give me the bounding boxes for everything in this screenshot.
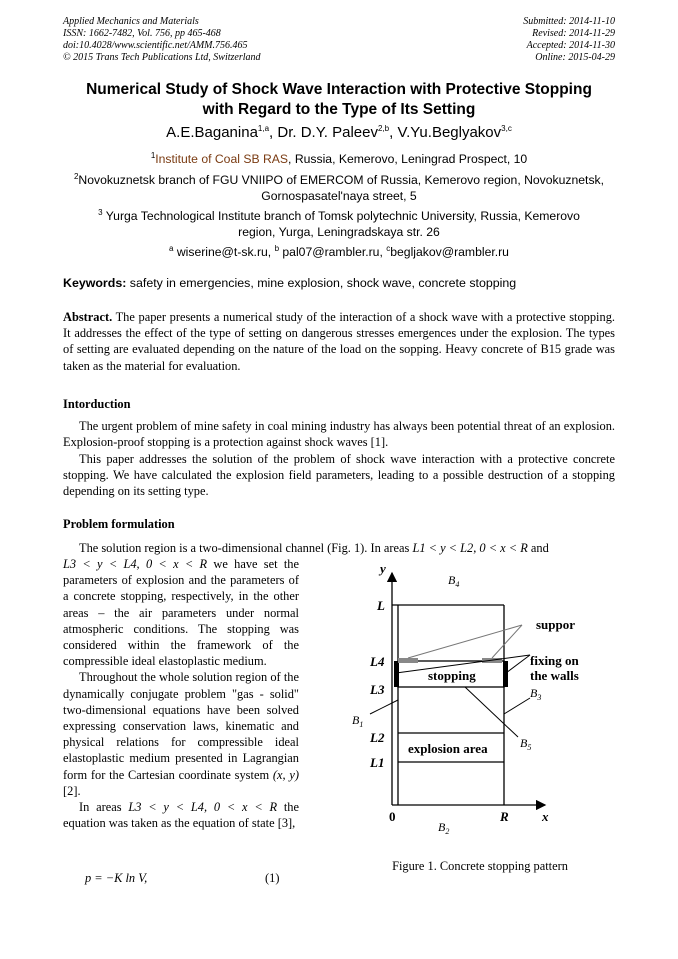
- journal-doi: doi:10.4028/www.scientific.net/AMM.756.465: [63, 40, 248, 51]
- b5-label: $B_5$: [520, 736, 532, 752]
- revised-date: Revised: 2014-11-29: [532, 28, 615, 39]
- r-label: R: [500, 809, 509, 824]
- keywords: [63, 276, 516, 290]
- b1-label: $B_1$: [352, 713, 364, 729]
- l-label: L: [377, 598, 385, 613]
- online-date: Online: 2015-04-29: [535, 52, 615, 63]
- submitted-date: Submitted: 2014-11-10: [523, 16, 615, 27]
- intro-paragraph-2: This paper addresses the solution of the problem of shock wave interaction with a protective concrete stopping. We have calculated the explosion field parameters, leading to a possible destruction of a stopping depending on its setting type.: [63, 452, 615, 499]
- journal-issn: ISSN: 1662-7482, Vol. 756, pp 465-468: [63, 28, 221, 39]
- b5-pointer: [465, 687, 518, 737]
- affiliation-1: $^1$Institute of Coal SB RAS, Russia, Kemerovo, Leningrad Prospect, 10: [150, 151, 528, 167]
- b3-pointer: [504, 698, 530, 714]
- intro-paragraph-1: The urgent problem of mine safety in coal mining industry has always been potential threat of an explosion. Explosion-proof stopping is a protection against shock waves [1].: [63, 419, 615, 450]
- problem-paragraph-1-rest: L3 < y < L4, 0 < x < R we have set the parameters of explosion and the parameters of a concrete stopping, respectively, in the other areas – the air parameters under normal atmospheric conditions. The stopping was considered within the framework of the compressible ideal elastoplastic medium. Throughout the whole solution region of the dynamically conjugate problem "gas - solid" two-dimensional equations have been solved expressing conservation laws, kinematic and physical relations for compressible ideal elastoplastic medium presented in Lagrangian form for the Cartesian coordinate system (x, y) [2]. In areas L3 < y < L4, 0 < x < R the equation was taken as the equation of state [3],: [63, 557, 299, 831]
- keywords-label: Keywords:: [63, 276, 127, 290]
- b4-label: $B_4$: [448, 573, 460, 589]
- keywords-text: safety in emergencies, mine explosion, shock wave, concrete stopping: [126, 276, 517, 290]
- paper-title: [40, 80, 638, 120]
- author-2: , Dr. D.Y. Paleev: [269, 124, 378, 141]
- l2-label: L2: [370, 730, 385, 745]
- email-b[interactable]: pal07@rambler.ru,: [279, 245, 387, 260]
- title-line-2: with Regard to the Type of Its Setting: [202, 101, 476, 118]
- abstract-label: Abstract.: [63, 310, 113, 324]
- l4-label: L4: [370, 654, 385, 669]
- journal-meta: [63, 16, 261, 64]
- email-a[interactable]: wiserine@t-sk.ru,: [173, 245, 275, 260]
- accepted-date: Accepted: 2014-11-30: [526, 40, 615, 51]
- authors: A.E.Baganina$^{1,a}$, Dr. D.Y. Paleev$^{2,b}$, V.Yu.Beglyakov$^{3,c}$: [166, 124, 512, 141]
- author-3: , V.Yu.Beglyakov: [389, 124, 502, 141]
- author-1: A.E.Baganina: [166, 124, 258, 141]
- l3-label: L3: [370, 682, 385, 697]
- equation-1: p = −K ln V,: [85, 871, 148, 885]
- problem-paragraph-2: Throughout the whole solution region of the dynamically conjugate problem "gas - solid" two-dimensional equations have been solved expressing conservation laws, kinematic and physical relations for compressible ideal elastoplastic medium presented in Lagrangian form for the Cartesian coordinate system (x, y) [2].: [63, 670, 299, 798]
- x-axis-label: x: [542, 809, 549, 824]
- affiliation-org-link[interactable]: Institute of Coal SB RAS: [155, 152, 289, 167]
- affiliation-3: $^3$ Yurga Technological Institute branch of Tomsk polytechnic University, Russia, Kemerovo region, Yurga, Leningradskaya str. 26: [98, 208, 580, 240]
- fixing-label-line-2: the walls: [530, 668, 579, 683]
- email-c[interactable]: begljakov@rambler.ru: [390, 245, 509, 260]
- b2-label: $B_2$: [438, 820, 450, 836]
- intro-heading: Intorduction: [63, 397, 131, 411]
- stopping-label: stopping: [428, 668, 476, 683]
- fixing-label-line-1: fixing on: [530, 653, 579, 668]
- b1-pointer: [370, 700, 398, 714]
- y-axis-label: y: [380, 561, 386, 576]
- support-pointer-right: [492, 625, 522, 658]
- explosion-area-label: explosion area: [408, 741, 488, 756]
- journal-name: Applied Mechanics and Materials: [63, 16, 199, 27]
- title-line-1: Numerical Study of Shock Wave Interaction with Protective Stopping: [86, 81, 592, 98]
- abstract-text: The paper presents a numerical study of the interaction of a shock wave with a protective stopping. It addresses the effect of the type of setting on dangerous stresses emergences under the explosion. The types of setting are evaluated depending on the nature of the load on the sopping. Heavy concrete of B15 grade was taken as the material for evaluation.: [63, 310, 615, 373]
- equation-1-number: (1): [265, 871, 280, 885]
- author-emails: $^a$ wiserine@t-sk.ru, $^b$ pal07@rambler.ru, $^c$begljakov@rambler.ru: [169, 244, 509, 260]
- affiliation-2: $^2$Novokuznetsk branch of FGU VNIIPO of EMERCOM of Russia, Kemerovo region, Novokuznetsk, Gornospasatel'naya street, 5: [73, 172, 605, 204]
- problem-paragraph-3: In areas L3 < y < L4, 0 < x < R the equation was taken as the equation of state [3],: [63, 800, 299, 831]
- support-label: suppor: [536, 617, 576, 632]
- problem-heading: Problem formulation: [63, 517, 175, 531]
- article-dates: [523, 16, 615, 64]
- left-support: [398, 658, 418, 663]
- journal-copyright: © 2015 Trans Tech Publications Ltd, Switzerland: [63, 52, 261, 63]
- support-pointer-left: [408, 625, 522, 658]
- l1-label: L1: [370, 755, 385, 770]
- b3-label: $B_3$: [530, 686, 542, 702]
- abstract: [63, 309, 615, 374]
- left-wall-fixing: [394, 661, 399, 687]
- right-wall-fixing: [503, 661, 508, 687]
- origin-label: 0: [389, 809, 396, 824]
- figure-1-diagram: [340, 555, 620, 845]
- figure-1-caption: Figure 1. Concrete stopping pattern: [392, 859, 568, 873]
- problem-paragraph-1-line-1: The solution region is a two-dimensional channel (Fig. 1). In areas L1 < y < L2, 0 < x < R and: [79, 541, 549, 555]
